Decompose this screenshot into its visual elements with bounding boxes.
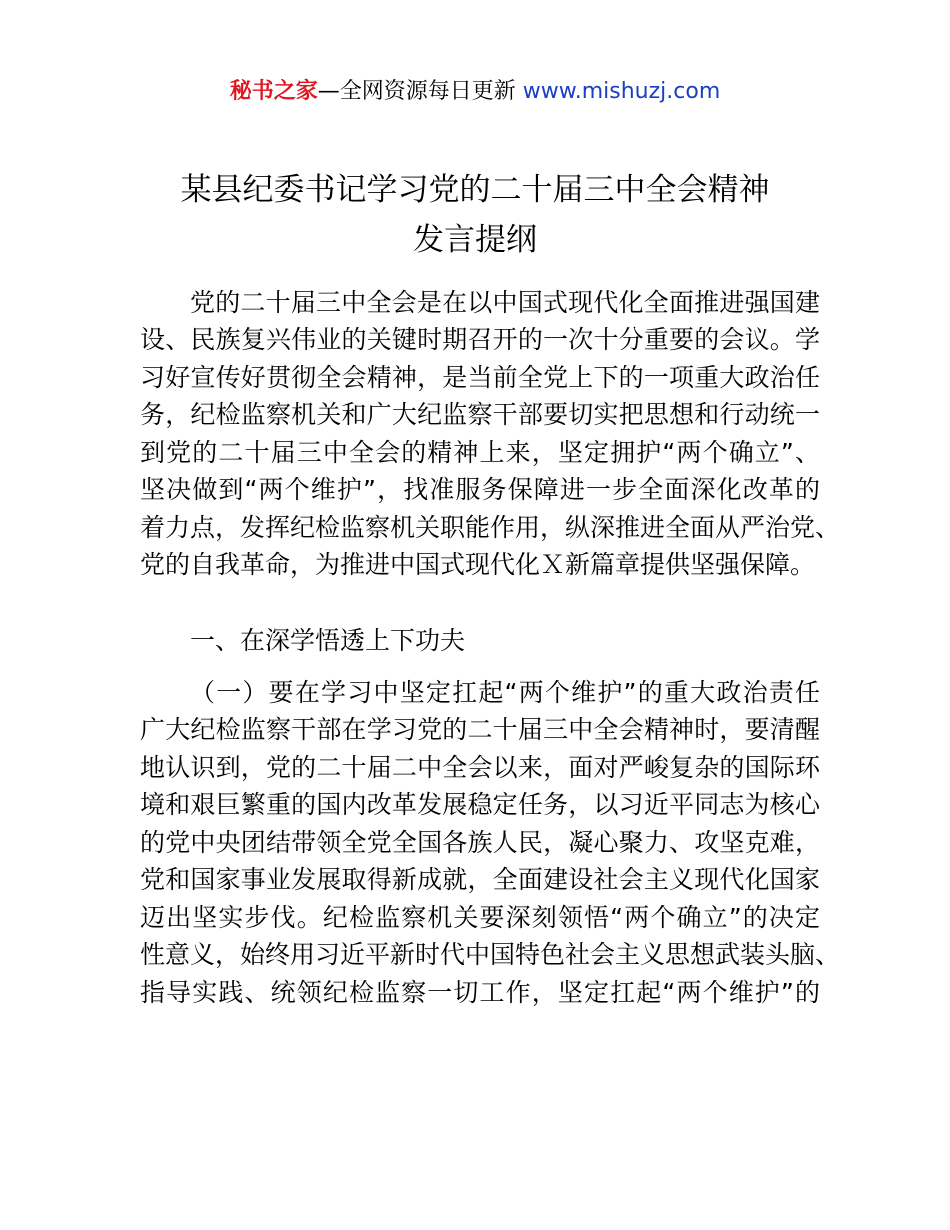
subsection-heading: （一）要在学习中坚定扛起“两个维护”的重大政治责任 [190, 678, 820, 707]
body-line: 性意义，始终用习近平新时代中国特色社会主义思想武装头脑、 [140, 940, 841, 969]
body-line: 设、民族复兴伟业的关键时期召开的一次十分重要的会议。学 [140, 325, 820, 354]
section-heading: 一、在深学悟透上下功夫 [190, 626, 466, 655]
document-title-line-2: 发言提纲 [413, 222, 537, 258]
body-line: 的党中央团结带领全党全国各族人民，凝心聚力、攻坚克难， [140, 828, 820, 857]
body-line: 务，纪检监察机关和广大纪监察干部要切实把思想和行动统一 [140, 400, 820, 429]
body-line: 党和国家事业发展取得新成就，全面建设社会主义现代化国家 [140, 865, 820, 894]
page-header [0, 76, 950, 108]
document-title-line-1: 某县纪委书记学习党的二十届三中全会精神 [180, 172, 770, 208]
body-line: 指导实践、统领纪检监察一切工作，坚定扛起“两个维护”的 [140, 978, 820, 1007]
body-line: 坚决做到“两个维护”，找准服务保障进一步全面深化改革的 [140, 475, 820, 504]
body-line: 党的自我革命，为推进中国式现代化Ｘ新篇章提供坚强保障。 [140, 550, 816, 579]
body-line: 地认识到，党的二十届二中全会以来，面对严峻复杂的国际环 [140, 753, 820, 782]
body-line: 迈出坚实步伐。纪检监察机关要深刻领悟“两个确立”的决定 [140, 903, 820, 932]
body-line: 习好宣传好贯彻全会精神，是当前全党上下的一项重大政治任 [140, 363, 820, 392]
header-brand: 秘书之家 [229, 79, 318, 104]
header-tagline: —全网资源每日更新 [317, 79, 516, 104]
body-line: 广大纪检监察干部在学习党的二十届三中全会精神时，要清醒 [140, 715, 820, 744]
header-site-link[interactable]: www.mishuzj.com [522, 79, 721, 104]
body-line: 境和艰巨繁重的国内改革发展稳定任务，以习近平同志为核心 [140, 790, 820, 819]
body-line: 着力点，发挥纪检监察机关职能作用，纵深推进全面从严治党、 [140, 513, 841, 542]
body-line: 党的二十届三中全会是在以中国式现代化全面推进强国建 [190, 288, 820, 317]
body-line: 到党的二十届三中全会的精神上来，坚定拥护“两个确立”、 [140, 438, 820, 467]
